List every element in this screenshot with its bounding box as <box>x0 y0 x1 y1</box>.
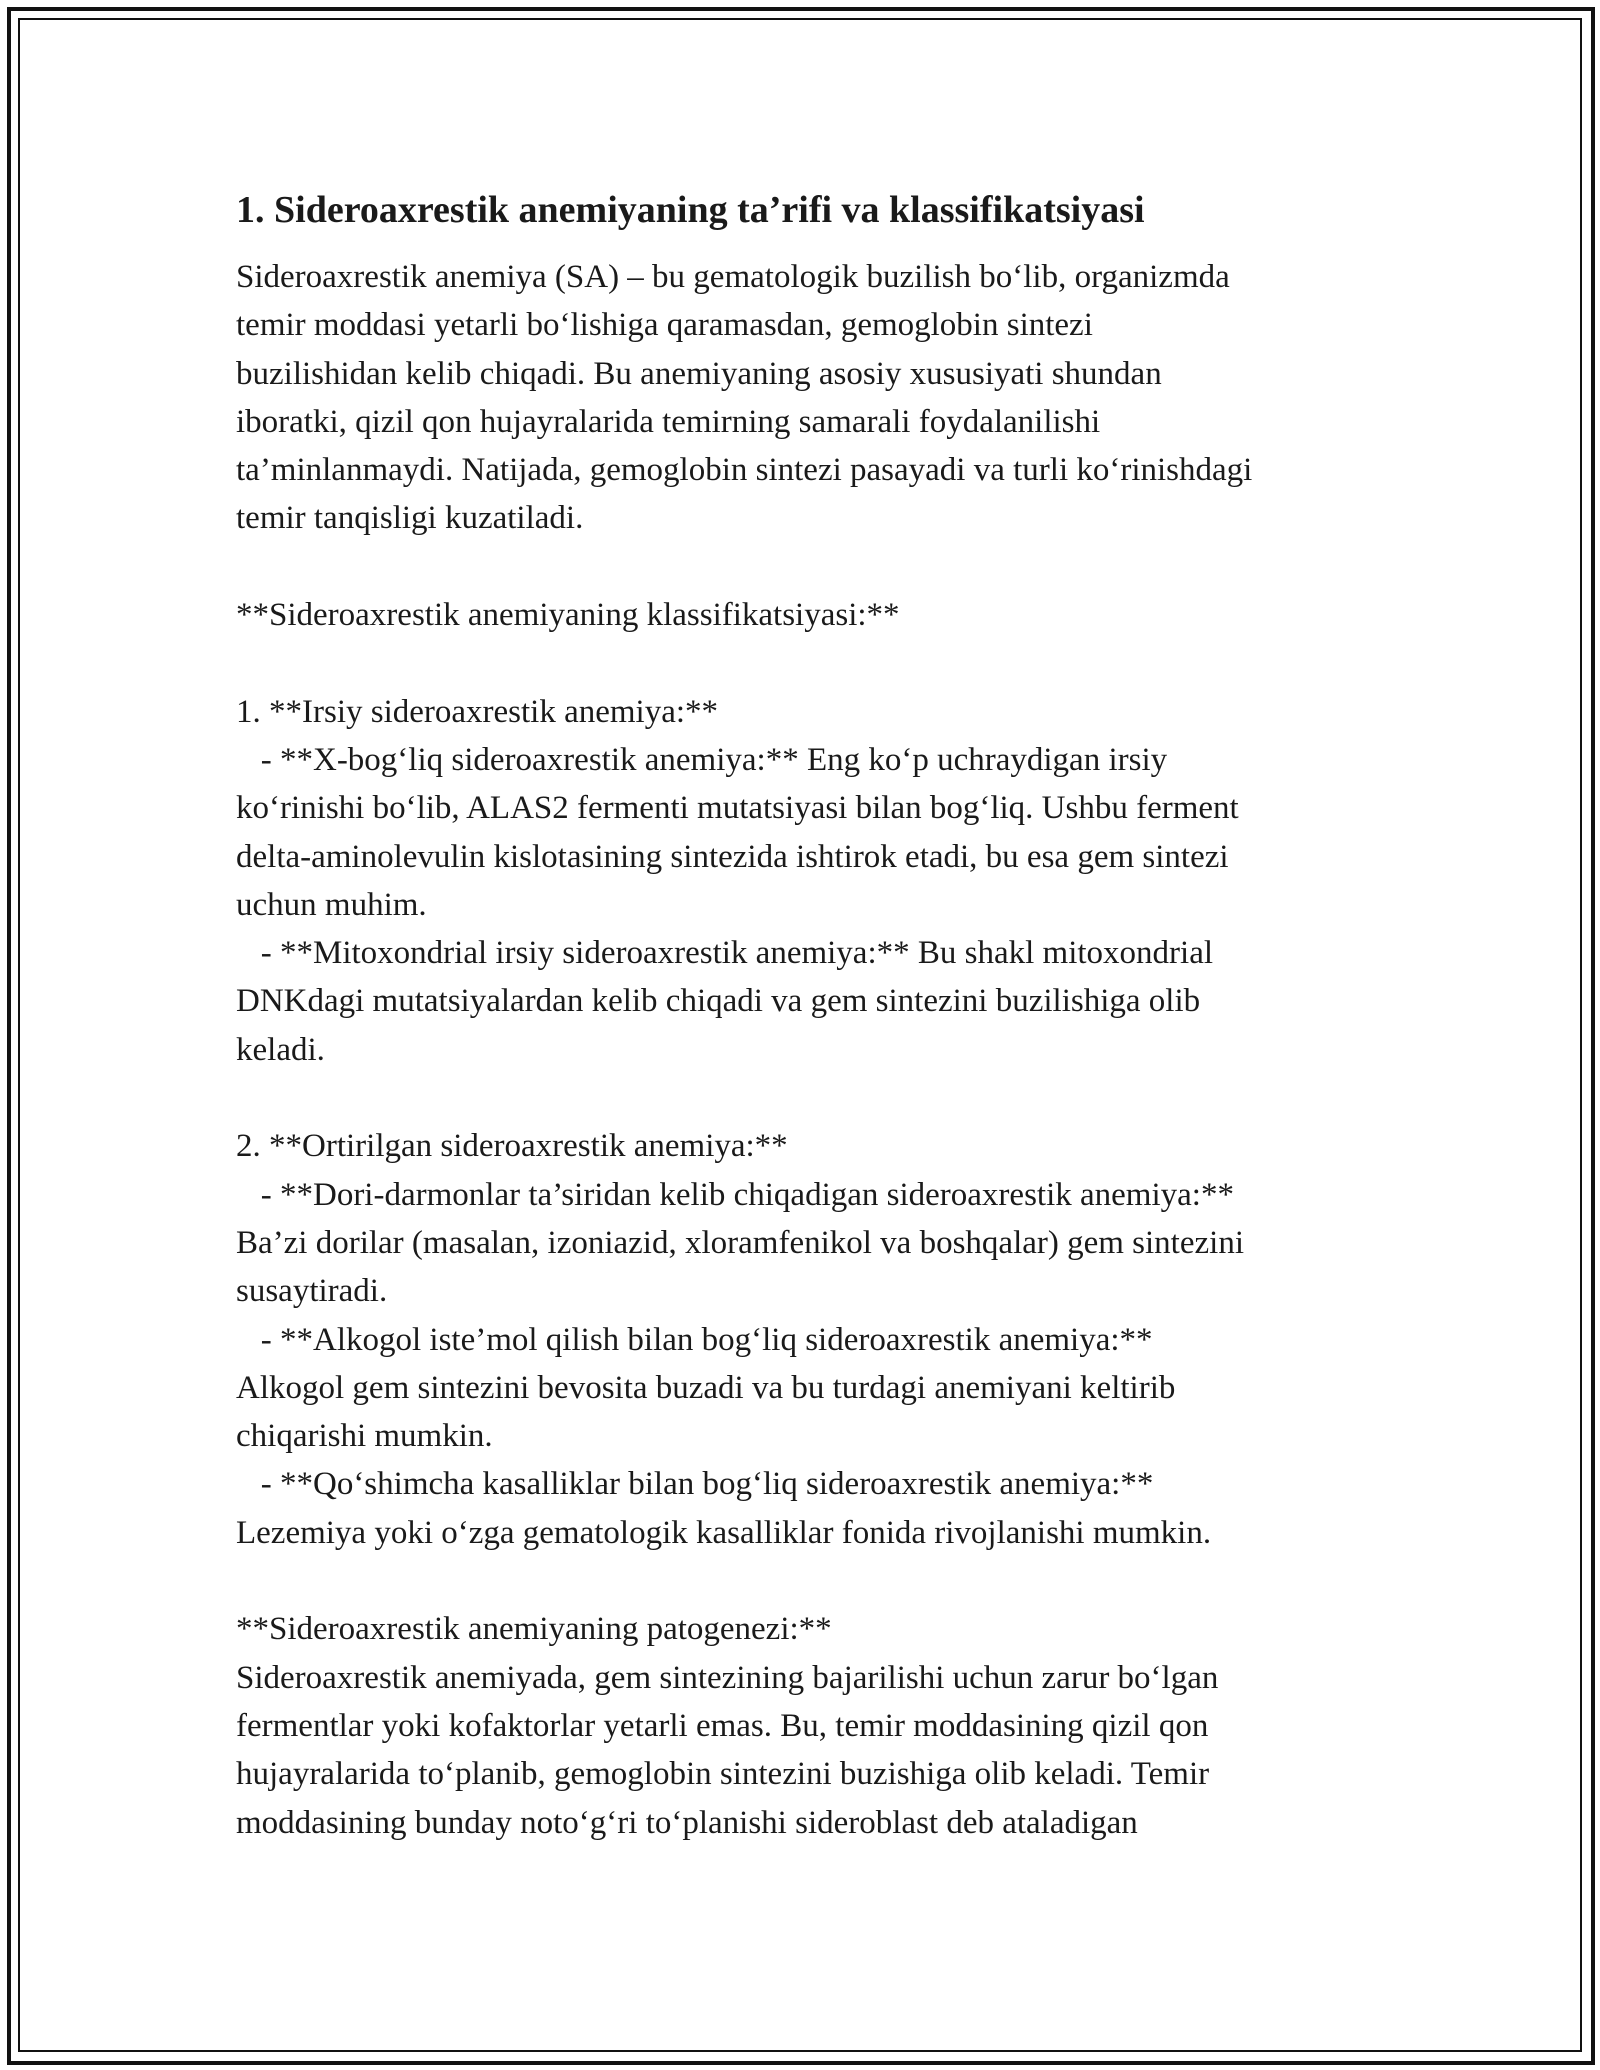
text-line: - **Alkogol iste’mol qilish bilan bog‘liq sideroaxrestik anemiya:** <box>236 1321 1153 1358</box>
text-line: - **Qo‘shimcha kasalliklar bilan bog‘liq sideroaxrestik anemiya:** <box>236 1466 1154 1503</box>
text-line: Alkogol gem sintezini bevosita buzadi va bu turdagi anemiyani keltirib <box>236 1369 1176 1406</box>
text-line: moddasining bunday noto‘g‘ri to‘planishi sideroblast deb ataladigan <box>236 1804 1138 1841</box>
text-line: ko‘rinishi bo‘lib, ALAS2 fermenti mutatsiyasi bilan bog‘liq. Ushbu ferment <box>236 790 1239 827</box>
text-line: fermentlar yoki kofaktorlar yetarli emas. Bu, temir moddasining qizil qon <box>236 1707 1209 1744</box>
text-line: chiqarishi mumkin. <box>236 1418 493 1455</box>
document-body <box>236 186 1376 1847</box>
text-line: **Sideroaxrestik anemiyaning patogenezi:** <box>236 1611 832 1648</box>
text-line: Sideroaxrestik anemiya (SA) – bu gematologik buzilish bo‘lib, organizmda <box>236 259 1230 295</box>
text-line: uchun muhim. <box>236 886 427 923</box>
text-line: - **Mitoxondrial irsiy sideroaxrestik anemiya:** Bu shakl mitoxondrial <box>236 935 1214 972</box>
section-heading: 1. Sideroaxrestik anemiyaning ta’rifi va klassifikatsiyasi <box>236 189 1145 231</box>
text-line: Sideroaxrestik anemiyada, gem sintezining bajarilishi uchun zarur bo‘lgan <box>236 1659 1219 1696</box>
text-line: hujayralarida to‘planib, gemoglobin sintezini buzishiga olib keladi. Temir <box>236 1756 1210 1793</box>
text-line: delta-aminolevulin kislotasining sintezida ishtirok etadi, bu esa gem sintezi <box>236 838 1229 875</box>
blank-line <box>236 1557 1376 1605</box>
text-line: - **Dori-darmonlar ta’siridan kelib chiqadigan sideroaxrestik anemiya:** <box>236 1176 1234 1213</box>
text-line: **Sideroaxrestik anemiyaning klassifikatsiyasi:** <box>236 597 900 634</box>
blank-line <box>236 1074 1376 1122</box>
text-line: keladi. <box>236 1031 325 1068</box>
text-line: susaytiradi. <box>236 1273 388 1310</box>
text-line: Ba’zi dorilar (masalan, izoniazid, xloramfenikol va boshqalar) gem sintezini <box>236 1224 1244 1261</box>
text-line: Lezemiya yoki o‘zga gematologik kasalliklar fonida rivojlanishi mumkin. <box>236 1514 1212 1551</box>
text-line: iboratki, qizil qon hujayralarida temirning samarali foydalanilishi <box>236 403 1101 440</box>
text-line: buzilishidan kelib chiqadi. Bu anemiyaning asosiy xususiyati shundan <box>236 355 1162 392</box>
text-line: temir moddasi yetarli bo‘lishiga qaramasdan, gemoglobin sintezi <box>236 307 1093 344</box>
text-line: 1. **Irsiy sideroaxrestik anemiya:** <box>236 693 719 730</box>
blank-line <box>236 543 1376 591</box>
text-lines <box>236 253 1376 1847</box>
text-line: DNKdagi mutatsiyalardan kelib chiqadi va gem sintezini buzilishiga olib <box>236 983 1201 1020</box>
text-line: temir tanqisligi kuzatiladi. <box>236 500 584 537</box>
blank-line <box>236 639 1376 687</box>
text-line: 2. **Ortirilgan sideroaxrestik anemiya:** <box>236 1128 788 1165</box>
text-line: - **X-bog‘liq sideroaxrestik anemiya:** Eng ko‘p uchraydigan irsiy <box>236 741 1168 778</box>
text-line: ta’minlanmaydi. Natijada, gemoglobin sintezi pasayadi va turli ko‘rinishdagi <box>236 452 1253 489</box>
